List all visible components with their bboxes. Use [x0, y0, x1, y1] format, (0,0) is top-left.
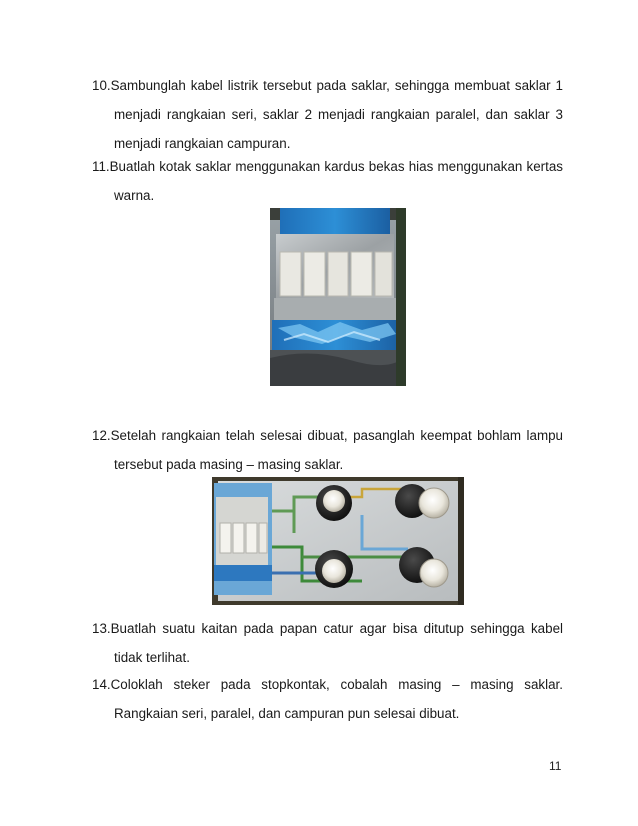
step-text-line: Sambunglah kabel listrik tersebut pada saklar, sehingga membuat saklar 1: [110, 78, 563, 93]
step-text-line: menjadi rangkaian seri, saklar 2 menjadi rangkaian paralel, dan saklar 3: [114, 107, 563, 122]
step-text-line: Buatlah suatu kaitan pada papan catur agar bisa ditutup sehingga kabel: [110, 621, 563, 636]
step-14: [92, 670, 563, 728]
step-text-line: Buatlah kotak saklar menggunakan kardus bekas hias menggunakan kertas: [109, 159, 563, 174]
step-text-line: Coloklah steker pada stopkontak, cobalah masing – masing saklar.: [110, 677, 563, 692]
step-number: 12.: [92, 428, 111, 443]
step-text-line: Rangkaian seri, paralel, dan campuran pun selesai dibuat.: [114, 706, 460, 721]
step-text-line: Setelah rangkaian telah selesai dibuat, pasanglah keempat bohlam lampu: [110, 428, 563, 443]
step-11: [92, 152, 563, 210]
step-number: 13.: [92, 621, 111, 636]
step-number: 11.: [92, 159, 110, 174]
switch-box-photo: [270, 208, 406, 386]
step-text-line: tidak terlihat.: [114, 650, 190, 665]
page-number: 11: [549, 759, 562, 773]
step-13: [92, 614, 563, 672]
bulb-circuit-photo: [212, 477, 464, 605]
step-text-line: tersebut pada masing – masing saklar.: [114, 457, 344, 472]
step-text-line: menjadi rangkaian campuran.: [114, 136, 291, 151]
step-text-line: warna.: [114, 188, 155, 203]
step-number: 14.: [92, 677, 111, 692]
bulb-circuit-image: [212, 477, 464, 605]
step-10: [92, 71, 563, 158]
step-12: [92, 421, 563, 479]
switch-box-image: [270, 208, 406, 386]
step-number: 10.: [92, 78, 111, 93]
